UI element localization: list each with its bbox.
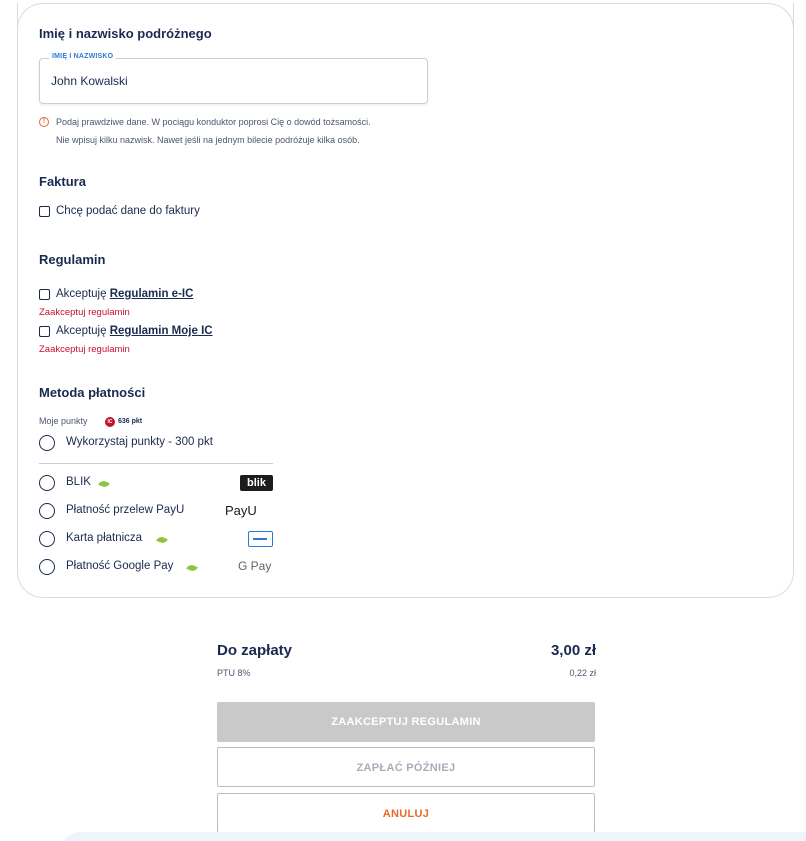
terms-heading: Regulamin <box>39 252 106 267</box>
blik-logo: blik <box>240 475 273 491</box>
points-label: Moje punkty <box>39 416 88 426</box>
use-points-radio[interactable] <box>39 435 55 451</box>
payment-heading: Metoda płatności <box>39 385 146 400</box>
payment-label-card[interactable]: Karta płatnicza <box>66 532 143 544</box>
use-points-label[interactable]: Wykorzystaj punkty - 300 pkt <box>66 436 213 448</box>
payment-radio-blik[interactable] <box>39 475 55 491</box>
terms-eic-link[interactable]: Regulamin e-IC <box>109 288 194 300</box>
cancel-button[interactable]: ANULUJ <box>217 793 595 833</box>
name-hint-line2: Nie wpisuj kilku nazwisk. Nawet jeśli na jednym bilecie podróżuje kilka osób. <box>56 135 360 145</box>
invoice-heading: Faktura <box>39 174 86 189</box>
summary-total: 3,00 zł <box>550 642 596 659</box>
accept-terms-button[interactable]: ZAAKCEPTUJ REGULAMIN <box>217 702 595 742</box>
footer-decoration <box>60 832 806 841</box>
terms-eic-label[interactable] <box>56 288 193 300</box>
payment-label-blik[interactable]: BLIK <box>66 476 91 488</box>
traveler-heading: Imię i nazwisko podróżnego <box>39 26 212 41</box>
payment-radio-payu[interactable] <box>39 503 55 519</box>
name-field-label: IMIĘ I NAZWISKO <box>49 53 116 60</box>
google-pay-logo: G Pay <box>238 559 272 573</box>
summary-vat-label: PTU 8% <box>217 668 251 678</box>
terms-mojeic-prefix: Akceptuję <box>56 325 110 337</box>
payment-radio-card[interactable] <box>39 531 55 547</box>
name-hint-line1: Podaj prawdziwe dane. W pociągu konduktor poprosi Cię o dowód tożsamości. <box>56 117 371 127</box>
payment-label-googlepay[interactable]: Płatność Google Pay <box>66 560 174 572</box>
payment-radio-googlepay[interactable] <box>39 559 55 575</box>
terms-eic-checkbox[interactable] <box>39 289 50 300</box>
summary-title: Do zapłaty <box>217 642 293 659</box>
payu-logo: PayU <box>225 503 257 518</box>
payment-divider <box>39 463 273 464</box>
terms-mojeic-label[interactable] <box>56 325 213 337</box>
terms-mojeic-link[interactable]: Regulamin Moje IC <box>109 325 213 337</box>
summary-vat-value: 0,22 zł <box>569 668 596 678</box>
card-icon <box>248 531 273 547</box>
terms-eic-prefix: Akceptuję <box>56 288 110 300</box>
payment-label-payu[interactable]: Płatność przelew PayU <box>66 504 185 516</box>
name-field-value[interactable]: John Kowalski <box>51 74 128 88</box>
warning-icon: ! <box>39 117 49 127</box>
terms-mojeic-checkbox[interactable] <box>39 326 50 337</box>
points-badge-icon: IC <box>105 417 115 427</box>
pay-later-button[interactable]: ZAPŁAĆ PÓŹNIEJ <box>217 747 595 787</box>
invoice-checkbox[interactable] <box>39 206 50 217</box>
terms-mojeic-error: Zaakceptuj regulamin <box>39 344 130 355</box>
terms-eic-error: Zaakceptuj regulamin <box>39 307 130 318</box>
points-value: 636 pkt <box>118 418 143 425</box>
invoice-checkbox-label[interactable]: Chcę podać dane do faktury <box>56 205 200 217</box>
